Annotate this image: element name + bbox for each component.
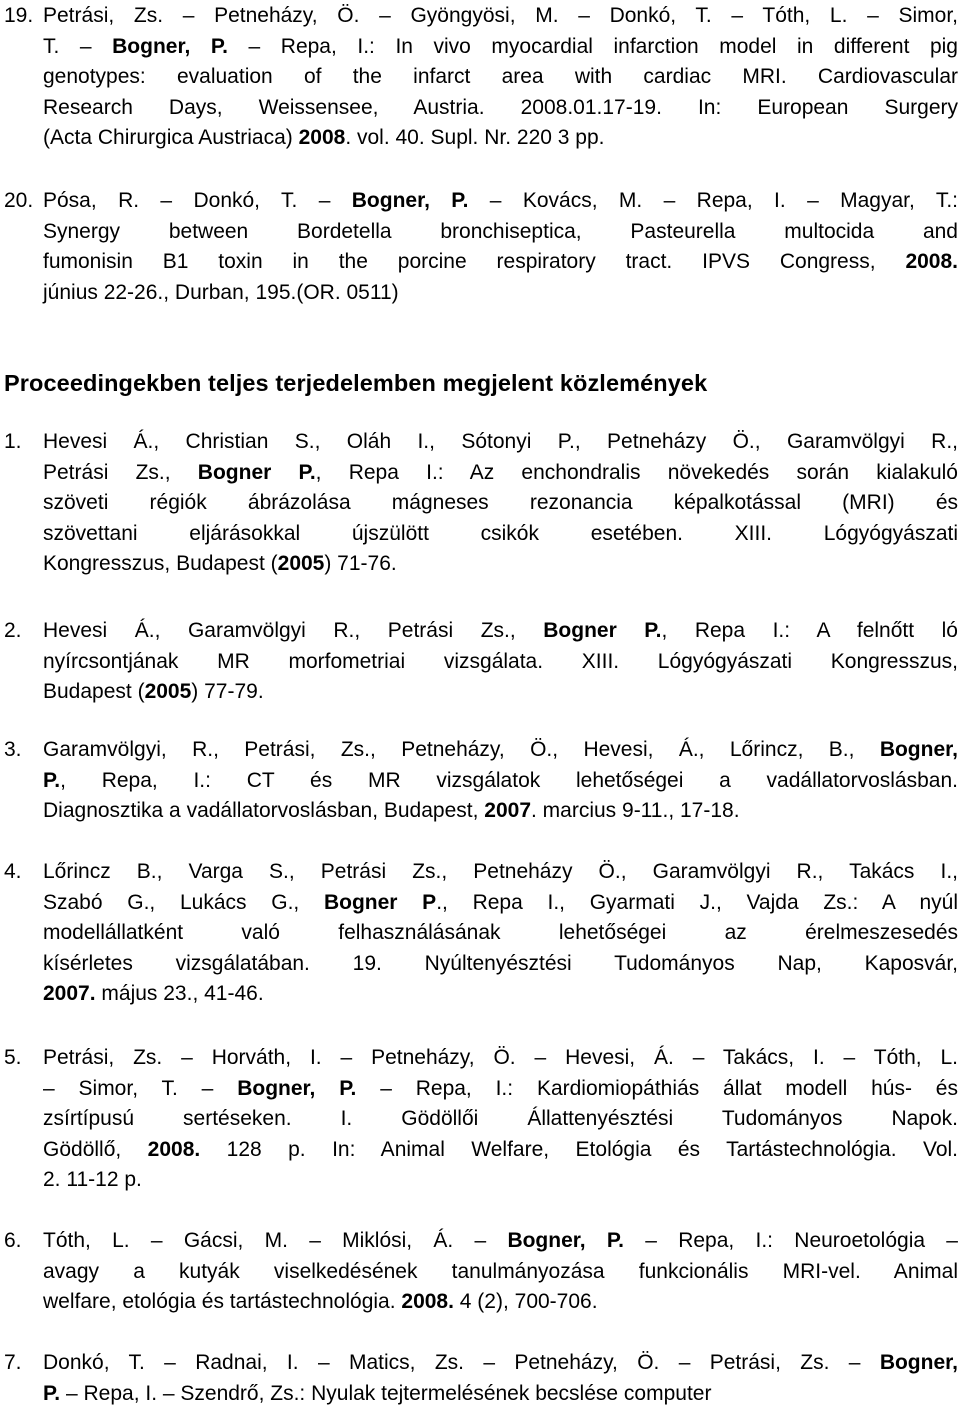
reference-text <box>43 186 958 308</box>
reference-text <box>43 857 958 1010</box>
text-segment: – Repa, I.: Kardiomiopáthiás állat modell hús- és <box>356 1076 958 1100</box>
reference-number: 5. <box>4 1046 22 1069</box>
text-segment: avagy a kutyák viselkedésének tanulmányozása funkcionális MRI-vel. Animal <box>43 1259 958 1283</box>
text-segment: zsírtípusú sertéseken. I. Gödöllői Állattenyésztési Tudományos Napok. <box>43 1107 958 1130</box>
reference-line <box>43 1379 958 1409</box>
reference-number: 19. <box>4 4 34 27</box>
reference-line <box>43 677 958 708</box>
text-segment: Petrási Zs., <box>43 460 198 484</box>
reference-line <box>43 949 958 980</box>
reference-line <box>43 979 958 1010</box>
reference-line <box>43 1348 958 1379</box>
reference-line <box>43 857 958 888</box>
text-segment: szövettani eljárásokkal újszülött csikók esetében. XIII. Lógyógyászati <box>43 521 958 545</box>
text-segment: Pósa, R. – Donkó, T. – <box>43 189 352 212</box>
text-segment: június 22-26., Durban, 195.(OR. 0511) <box>43 280 399 304</box>
reference-line <box>43 796 958 827</box>
reference-text <box>43 735 958 827</box>
text-segment: 4 (2), 700-706. <box>453 1290 598 1313</box>
text-segment: , Repa, I.: CT és MR vizsgálatok lehetőségei a vadállatorvoslásban. <box>60 768 958 792</box>
reference-line <box>43 1287 958 1318</box>
reference-line <box>43 32 958 63</box>
bold-text-segment: 2007 <box>484 799 531 822</box>
bold-text-segment: P. <box>43 768 61 792</box>
text-segment: – Repa, I.: In vivo myocardial infarction model in different pig <box>228 34 958 58</box>
bold-text-segment: Bogner, <box>879 738 958 761</box>
text-segment: nyírcsontjának MR morfometriai vizsgálata. XIII. Lógyógyászati Kongresszus, <box>43 649 958 673</box>
bold-text-segment: Bogner, P. <box>351 189 469 212</box>
bold-text-segment: 2008. <box>905 250 958 273</box>
text-segment: ) 77-79. <box>191 680 264 703</box>
text-segment: Kongresszus, Budapest ( <box>43 552 278 575</box>
text-segment: , Repa I.: Az enchondralis növekedés során kialakuló <box>315 460 958 484</box>
bold-text-segment: Bogner P <box>323 890 437 914</box>
text-segment: kísérletes vizsgálatában. 19. Nyúltenyésztési Tudományos Nap, Kaposvár, <box>43 951 958 975</box>
bold-text-segment: 2005 <box>277 552 325 575</box>
text-segment: – Repa, I. – Szendrő, Zs.: Nyulak tejtermelésének becslése computer <box>60 1381 712 1405</box>
bold-text-segment: 2008. <box>147 1137 201 1161</box>
bold-text-segment: Bogner, P. <box>237 1076 357 1100</box>
text-segment: , Repa I.: A felnőtt ló <box>661 619 958 642</box>
text-segment: modellállatként való felhasználásának lehetőségei az érelmeszesedés <box>43 921 958 944</box>
reference-line <box>43 766 958 797</box>
reference-text <box>43 1043 958 1196</box>
text-segment: ) 71-76. <box>324 552 397 575</box>
reference-line <box>43 616 958 647</box>
text-segment: Budapest ( <box>43 680 145 703</box>
text-segment: Tóth, L. – Gácsi, M. – Miklósi, Á. – <box>43 1229 508 1252</box>
reference-number: 4. <box>4 860 22 883</box>
reference-line <box>43 1257 958 1288</box>
reference-line <box>43 123 958 154</box>
text-segment: welfare, etológia és tartástechnológia. <box>43 1290 402 1313</box>
reference-line <box>43 1165 958 1196</box>
reference-line <box>43 735 958 766</box>
reference-line <box>43 1226 958 1257</box>
reference-line <box>43 247 958 278</box>
reference-line <box>43 427 958 458</box>
bold-text-segment: 2008. <box>401 1290 454 1313</box>
reference-line <box>43 278 958 309</box>
text-segment: – Simor, T. – <box>43 1076 238 1100</box>
text-segment: Research Days, Weissensee, Austria. 2008.01.17-19. In: European Surgery <box>43 95 958 119</box>
text-segment: Hevesi Á., Garamvölgyi R., Petrási Zs., <box>43 619 544 642</box>
text-segment: Donkó, T. – Radnai, I. – Matics, Zs. – Petneházy, Ö. – Petrási, Zs. – <box>43 1351 880 1374</box>
text-segment: Diagnosztika a vadállatorvoslásban, Budapest, <box>43 799 485 822</box>
text-segment: ., Repa I., Gyarmati J., Vajda Zs.: A nyúl <box>436 890 958 914</box>
reference-number: 1. <box>4 430 22 453</box>
reference-line <box>43 1135 958 1166</box>
text-segment: Lőrincz B., Varga S., Petrási Zs., Petneházy Ö., Garamvölgyi R., Takács I., <box>43 860 958 883</box>
reference-number: 6. <box>4 1229 22 1252</box>
text-segment: Petrási, Zs. – Petneházy, Ö. – Gyöngyösi, M. – Donkó, T. – Tóth, L. – Simor, <box>43 4 958 27</box>
reference-number: 3. <box>4 738 22 761</box>
section-heading: Proceedingekben teljes terjedelemben megjelent közlemények <box>4 370 708 396</box>
reference-line <box>43 458 958 489</box>
text-segment: Szabó G., Lukács G., <box>43 890 324 914</box>
text-segment: szöveti régiók ábrázolása mágneses rezonancia képalkotással (MRI) és <box>43 491 958 514</box>
text-segment: Petrási, Zs. – Horváth, I. – Petneházy, Ö. – Hevesi, Á. – Takács, I. – Tóth, L. <box>43 1046 958 1069</box>
text-segment: fumonisin B1 toxin in the porcine respiratory tract. IPVS Congress, <box>43 250 906 273</box>
bold-text-segment: 2005 <box>144 680 192 703</box>
text-segment: . marcius 9-11., 17-18. <box>531 799 740 822</box>
text-segment: május 23., 41-46. <box>95 982 264 1005</box>
text-segment: Hevesi Á., Christian S., Oláh I., Sótonyi P., Petneházy Ö., Garamvölgyi R., <box>43 430 958 453</box>
reference-number: 20. <box>4 189 34 212</box>
bold-text-segment: Bogner, P. <box>112 34 228 58</box>
text-segment: Gödöllő, <box>43 1137 148 1161</box>
reference-line <box>43 488 958 519</box>
reference-text <box>43 1348 958 1409</box>
reference-text <box>43 1226 958 1318</box>
text-segment: (Acta Chirurgica Austriaca) <box>43 126 299 149</box>
text-segment: – Repa, I.: Neuroetológia – <box>624 1229 958 1252</box>
reference-line <box>43 549 958 580</box>
reference-line <box>43 647 958 678</box>
reference-line <box>43 1074 958 1105</box>
bold-text-segment: 2008 <box>298 126 346 149</box>
reference-text <box>43 616 958 708</box>
bold-text-segment: Bogner, <box>879 1351 958 1374</box>
bold-text-segment: Bogner, P. <box>507 1229 625 1252</box>
text-segment: . vol. 40. Supl. Nr. 220 3 pp. <box>345 126 605 149</box>
text-segment: 2. 11-12 p. <box>43 1168 142 1191</box>
reference-line <box>43 62 958 93</box>
bold-text-segment: 2007. <box>43 982 96 1005</box>
text-segment: 128 p. In: Animal Welfare, Etológia és Tartástechnológia. Vol. <box>200 1137 958 1161</box>
text-segment: genotypes: evaluation of the infarct area with cardiac MRI. Cardiovascular <box>43 65 958 88</box>
reference-line <box>43 1104 958 1135</box>
reference-line <box>43 519 958 550</box>
text-segment: – Kovács, M. – Repa, I. – Magyar, T.: <box>468 189 958 212</box>
reference-text <box>43 1 958 154</box>
text-segment: Garamvölgyi, R., Petrási, Zs., Petneházy, Ö., Hevesi, Á., Lőrincz, B., <box>43 738 880 761</box>
reference-line <box>43 1 958 32</box>
reference-text <box>43 427 958 580</box>
reference-number: 7. <box>4 1351 22 1374</box>
reference-line <box>43 918 958 949</box>
reference-line <box>43 888 958 919</box>
text-segment: T. – <box>43 34 113 58</box>
text-segment: Synergy between Bordetella bronchiseptica, Pasteurella multocida and <box>43 219 958 243</box>
reference-line <box>43 1043 958 1074</box>
bold-text-segment: P. <box>43 1381 61 1405</box>
reference-line <box>43 217 958 248</box>
bold-text-segment: Bogner P. <box>197 460 316 484</box>
bold-text-segment: Bogner P. <box>543 619 662 642</box>
reference-line <box>43 93 958 124</box>
reference-number: 2. <box>4 619 22 642</box>
reference-line <box>43 186 958 217</box>
